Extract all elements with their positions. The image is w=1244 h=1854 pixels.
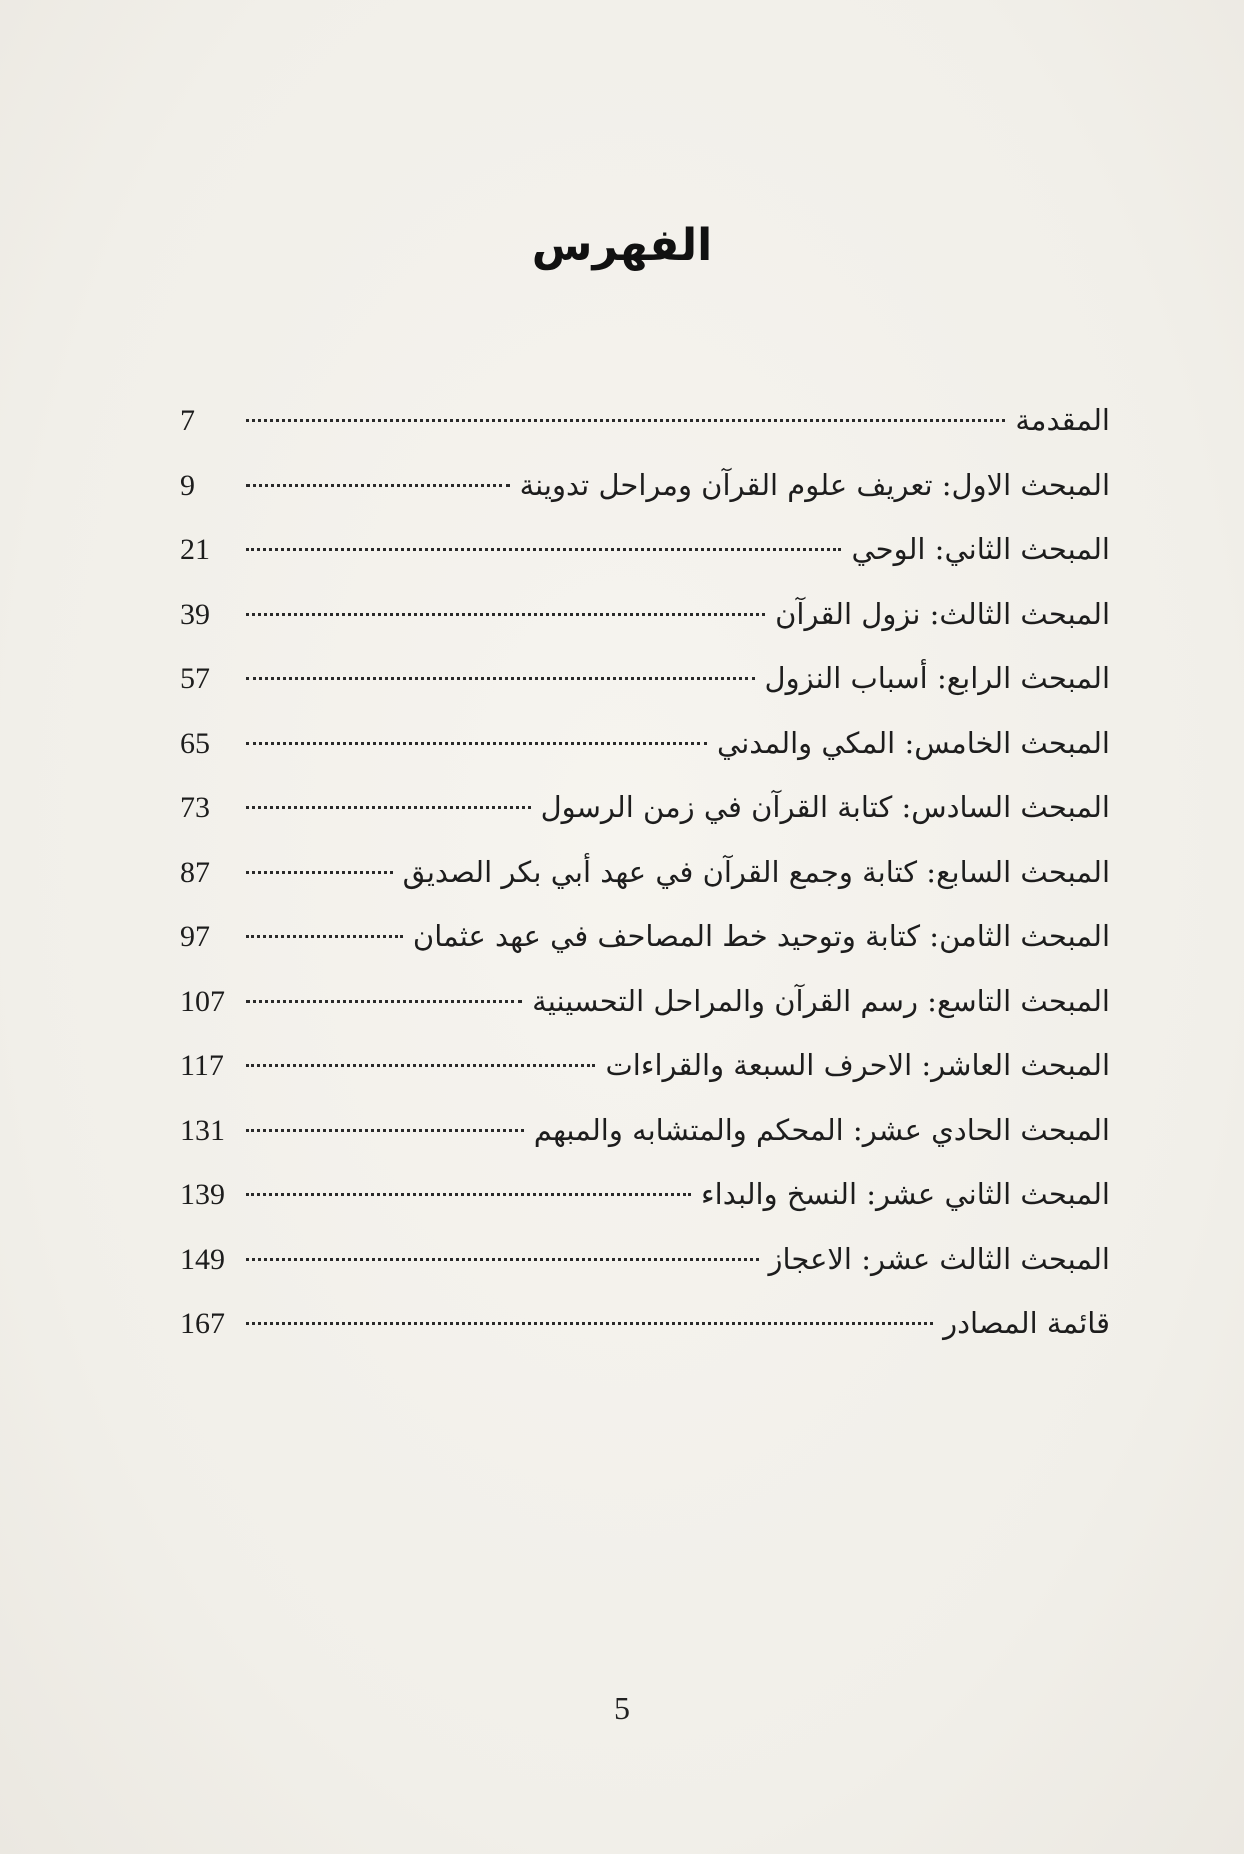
- toc-entry: [180, 840, 1110, 905]
- toc-entry: [180, 1098, 1110, 1163]
- dot-leader: [246, 1193, 691, 1196]
- table-of-contents: [180, 388, 1110, 1356]
- toc-entry: [180, 1033, 1110, 1098]
- toc-entry: [180, 582, 1110, 647]
- toc-entry-label: المبحث السابع: كتابة وجمع القرآن في عهد أبي بكر الصديق: [402, 854, 1110, 889]
- toc-entry: [180, 1227, 1110, 1292]
- toc-entry-page: 97: [180, 920, 210, 953]
- toc-entry-label: المبحث الخامس: المكي والمدني: [717, 725, 1110, 760]
- page-title: الفهرس: [531, 220, 713, 271]
- toc-entry-page: 21: [180, 533, 210, 566]
- toc-entry-label: المبحث الثاني عشر: النسخ والبداء: [701, 1177, 1110, 1211]
- dot-leader: [246, 1000, 522, 1003]
- toc-entry-label: المبحث التاسع: رسم القرآن والمراحل التحسينية: [532, 983, 1110, 1018]
- toc-entry-label: المبحث العاشر: الاحرف السبعة والقراءات: [605, 1048, 1110, 1082]
- toc-entry-page: 57: [180, 662, 210, 695]
- dot-leader: [246, 935, 403, 938]
- page-number: 5: [614, 1690, 630, 1726]
- toc-entry-label: المبحث الاول: تعريف علوم القرآن ومراحل تدوينة: [519, 467, 1110, 502]
- toc-entry-label: المبحث السادس: كتابة القرآن في زمن الرسول: [540, 790, 1110, 824]
- dot-leader: [246, 1129, 524, 1132]
- toc-entry: [180, 711, 1110, 776]
- toc-entry-label: المبحث الثاني: الوحي: [851, 532, 1110, 566]
- toc-entry-page: 73: [180, 791, 210, 824]
- dot-leader: [246, 871, 393, 874]
- toc-entry-label: المبحث الثالث: نزول القرآن: [775, 596, 1110, 631]
- dot-leader: [246, 1322, 933, 1325]
- toc-entry-page: 9: [180, 468, 195, 502]
- toc-entry-page: 149: [180, 1242, 225, 1276]
- toc-entry-page: 7: [180, 404, 195, 437]
- dot-leader: [246, 806, 531, 809]
- toc-entry: [180, 388, 1110, 453]
- toc-entry: [180, 969, 1110, 1034]
- dot-leader: [246, 677, 755, 680]
- toc-entry-label: المبحث الحادي عشر: المحكم والمتشابه والمبهم: [533, 1112, 1110, 1147]
- dot-leader: [246, 742, 707, 745]
- toc-entry-page: 139: [180, 1178, 225, 1211]
- toc-entry-label: قائمة المصادر: [943, 1306, 1110, 1340]
- dot-leader: [246, 613, 765, 616]
- toc-entry-page: 117: [180, 1049, 224, 1082]
- dot-leader: [246, 548, 841, 551]
- toc-entry: [180, 775, 1110, 840]
- dot-leader: [246, 1064, 595, 1067]
- toc-entry-label: المبحث الثالث عشر: الاعجاز: [768, 1241, 1110, 1276]
- toc-entry-label: المبحث الرابع: أسباب النزول: [764, 661, 1110, 695]
- dot-leader: [246, 1258, 759, 1261]
- toc-entry-page: 39: [180, 597, 210, 631]
- toc-entry-label: المقدمة: [1015, 403, 1110, 437]
- dot-leader: [246, 419, 1005, 422]
- toc-entry: [180, 1162, 1110, 1227]
- toc-entry: [180, 1291, 1110, 1356]
- toc-entry: [180, 646, 1110, 711]
- toc-entry-page: 87: [180, 855, 210, 889]
- toc-entry-label: المبحث الثامن: كتابة وتوحيد خط المصاحف في عهد عثمان: [412, 919, 1110, 953]
- toc-entry: [180, 517, 1110, 582]
- toc-entry-page: 131: [180, 1113, 225, 1147]
- toc-entry-page: 65: [180, 726, 210, 760]
- toc-entry: [180, 453, 1110, 518]
- toc-entry: [180, 904, 1110, 969]
- toc-entry-page: 107: [180, 984, 225, 1018]
- dot-leader: [246, 484, 510, 487]
- toc-entry-page: 167: [180, 1307, 225, 1340]
